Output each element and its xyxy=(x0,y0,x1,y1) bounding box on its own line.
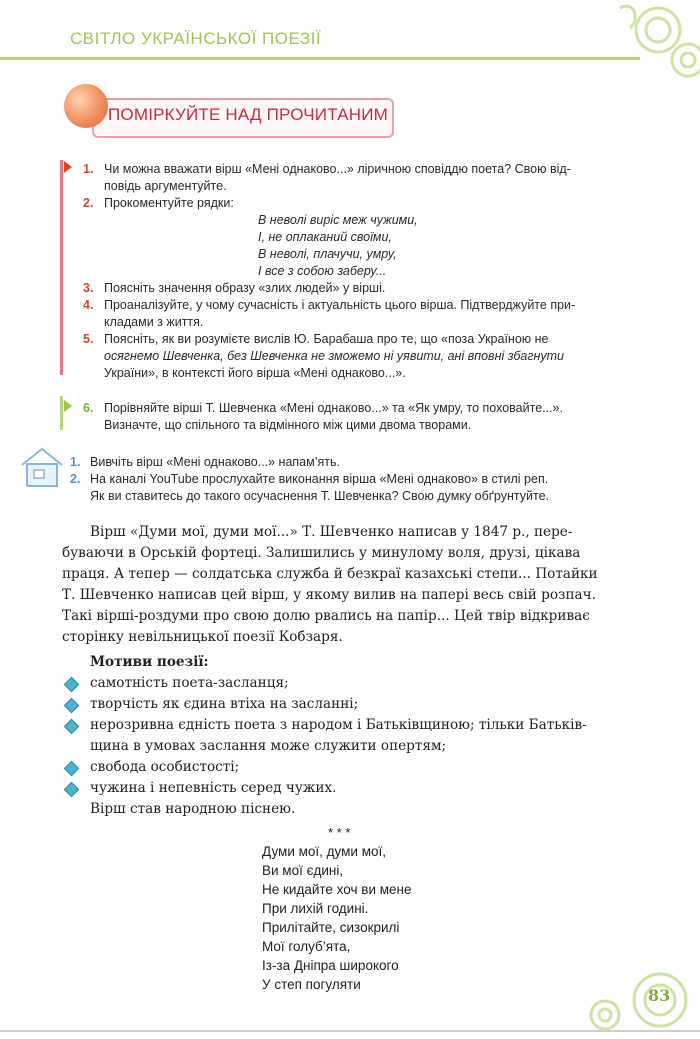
bullet-diamond-icon xyxy=(64,698,80,714)
bullet-diamond-icon xyxy=(64,782,80,798)
quote-line: І все з собою заберу... xyxy=(258,264,387,278)
motive-item: чужина і непевність серед чужих. xyxy=(90,780,337,796)
section-title: ПОМІРКУЙТЕ НАД ПРОЧИТАНИМ xyxy=(108,105,389,124)
homework-house-icon xyxy=(18,445,66,489)
motives-heading: Мотиви поезії: xyxy=(90,654,209,670)
paragraph-line: Такі вірші-роздуми про свою долю рвались на папір... Цей твір відкриває xyxy=(62,608,590,624)
arrow-icon xyxy=(64,400,72,412)
question-number: 2. xyxy=(83,196,94,210)
question-text: кладами з життя. xyxy=(104,315,204,329)
question-text: Визначте, що спільного та відмінного між цими двома творами. xyxy=(104,418,472,432)
homework-number: 2. xyxy=(70,472,81,486)
paragraph-line: буваючи в Орській фортеці. Залишились у минулому воля, друзі, цікава xyxy=(62,545,581,561)
motive-item: самотність поета-засланця; xyxy=(90,675,289,691)
banner-ball-icon xyxy=(64,84,108,128)
motive-item: творчість як єдина втіха на засланні; xyxy=(90,696,359,712)
bullet-diamond-icon xyxy=(64,761,80,777)
question-6-marker xyxy=(60,396,63,430)
question-number: 6. xyxy=(83,401,94,415)
page-number: 83 xyxy=(648,986,671,1005)
question-text: повідь аргументуйте. xyxy=(104,179,227,193)
question-text: Прокоментуйте рядки: xyxy=(104,196,234,210)
quote-line: В неволі, плачучи, умру, xyxy=(258,247,397,261)
question-number: 1. xyxy=(83,162,94,176)
question-number: 3. xyxy=(83,281,94,295)
paragraph-line: Вірш «Думи мої, думи мої...» Т. Шевченко написав у 1847 р., пере- xyxy=(90,524,573,540)
question-text: Проаналізуйте, у чому сучасність і актуальність цього вірша. Підтверджуйте при- xyxy=(104,298,576,312)
swirl-decoration-icon xyxy=(560,960,700,1039)
poem-line: Не кидайте хоч ви мене xyxy=(262,882,412,897)
questions-marker xyxy=(60,160,63,375)
poem-line: Думи мої, думи мої, xyxy=(262,844,386,859)
running-header: СВІТЛО УКРАЇНСЬКОЇ ПОЕЗІЇ xyxy=(70,29,322,48)
swirl-decoration-icon xyxy=(580,0,700,120)
question-text: Поясніть, як ви розумієте вислів Ю. Барабаша про те, що «поза Україною не xyxy=(104,332,549,346)
paragraph-line: Т. Шевченко написав цей вірш, у якому вилив на папері весь свій розпач. xyxy=(62,587,596,603)
poem-line: Із-за Дніпра широкого xyxy=(262,958,399,973)
header-divider xyxy=(0,57,640,60)
homework-text: Як ви ставитесь до такого осучаснення Т. Шевченка? Свою думку обґрунтуйте. xyxy=(90,489,549,503)
poem-line: При лихій годині. xyxy=(262,901,369,916)
question-text: Поясніть значення образу «злих людей» у вірші. xyxy=(104,281,386,295)
homework-text: Вивчіть вірш «Мені однаково...» напам’ять. xyxy=(90,455,340,469)
bullet-diamond-icon xyxy=(64,719,80,735)
bullet-diamond-icon xyxy=(64,677,80,693)
motive-item: свобода особистості; xyxy=(90,759,240,775)
poem-line: Ви мої єдині, xyxy=(262,863,344,878)
motive-item: щина в умовах заслання може служити опертям; xyxy=(90,738,447,754)
homework-number: 1. xyxy=(70,455,81,469)
question-number: 4. xyxy=(83,298,94,312)
question-text: України», в контексті його вірша «Мені однаково...». xyxy=(104,366,406,380)
footer-divider xyxy=(0,1030,700,1032)
arrow-icon xyxy=(64,161,72,173)
quote-line: В неволі виріс меж чужими, xyxy=(258,213,418,227)
question-text: осягнемо Шевченка, без Шевченка не зможемо ні уявити, ані вповні збагнути xyxy=(104,349,565,363)
poem-line: Мої голуб’ята, xyxy=(262,939,351,954)
paragraph-line: праця. А тепер — солдатська служба й безкраї казахські степи... Потайки xyxy=(62,566,598,582)
motives-closing: Вірш став народною піснею. xyxy=(90,801,296,817)
homework-text: На каналі YouTube прослухайте виконання вірша «Мені однаково» в стилі реп. xyxy=(90,472,549,486)
poem-line: Прилітайте, сизокрилі xyxy=(262,920,400,935)
question-number: 5. xyxy=(83,332,94,346)
paragraph-line: сторінку невільницької поезії Кобзаря. xyxy=(62,629,343,645)
poem-line: У степ погуляти xyxy=(262,977,361,992)
motive-item: нерозривна єдність поета з народом і Батьківщиною; тільки Батьків- xyxy=(90,717,587,733)
quote-line: І, не оплаканий своїми, xyxy=(258,230,392,244)
poem-stars: * * * xyxy=(328,825,351,840)
question-text: Порівняйте вірші Т. Шевченка «Мені однаково...» та «Як умру, то поховайте...». xyxy=(104,401,563,415)
question-text: Чи можна вважати вірш «Мені однаково...» ліричною сповіддю поета? Свою від- xyxy=(104,162,571,176)
